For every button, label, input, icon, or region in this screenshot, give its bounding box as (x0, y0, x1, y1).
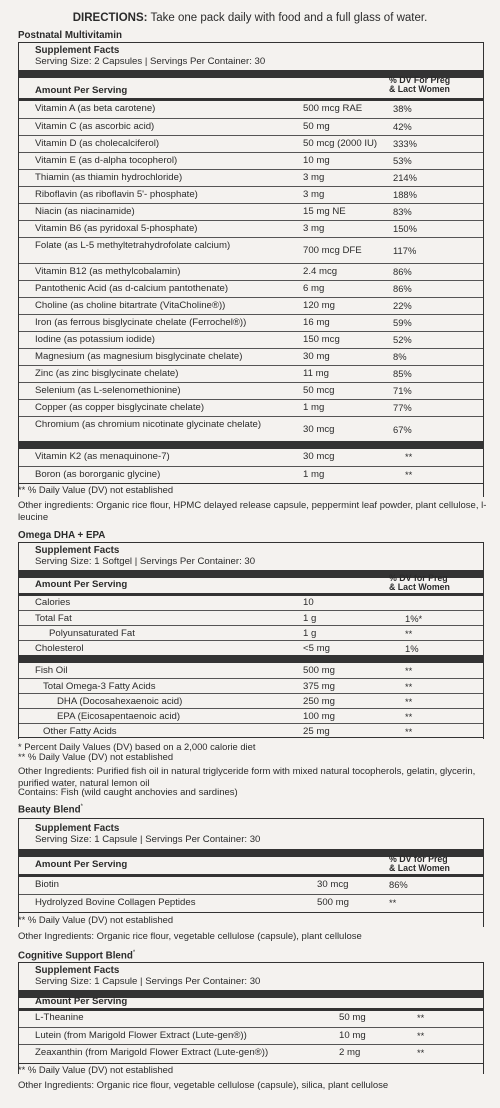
nutrient-amount: 30 mcg (303, 451, 335, 462)
nutrient-name: Zeaxanthin (from Marigold Flower Extract (Lute-gen®)) (35, 1047, 269, 1058)
nutrient-name: Iron (as ferrous bisglycinate chelate (Ferrochel®)) (35, 317, 247, 328)
nutrient-dv: ** (405, 711, 413, 722)
table-row (19, 382, 483, 399)
nutrient-name: Pantothenic Acid (as d-calcium pantothenate) (35, 283, 229, 294)
nutrient-amount: 500 mg (317, 897, 349, 908)
nutrient-dv: ** (405, 726, 413, 737)
multivitamin-facts-panel (18, 42, 484, 497)
table-row (19, 263, 483, 280)
nutrient-dv: ** (417, 1012, 425, 1023)
table-row (19, 152, 483, 169)
nutrient-dv: ** (405, 696, 413, 707)
nutrient-amount: 50 mcg (2000 IU) (303, 138, 378, 149)
nutrient-dv: 86% (389, 879, 408, 890)
nutrient-name: Zinc (as zinc bisglycinate chelate) (35, 368, 179, 379)
nutrient-dv: ** (405, 681, 413, 692)
nutrient-amount: 700 mcg DFE (303, 245, 362, 256)
nutrient-amount: 30 mg (303, 351, 330, 362)
cognitive-title-text: Cognitive Support Blend (18, 950, 133, 962)
omega-title: Omega DHA + EPA (18, 530, 106, 541)
nutrient-amount: 1 mg (303, 469, 325, 480)
nutrient-name: Selenium (as L-selenomethionine) (35, 385, 181, 396)
nutrient-amount: 10 mg (339, 1030, 366, 1041)
nutrient-name: Biotin (35, 879, 59, 890)
nutrient-dv: 117% (393, 245, 417, 256)
nutrient-name: Thiamin (as thiamin hydrochloride) (35, 172, 183, 183)
header-dv-line2: & Lact Women (389, 84, 450, 95)
beauty-other-ingredients: Other Ingredients: Organic rice flour, vegetable cellulose (capsule), plant cellulose (18, 931, 362, 942)
header-dv-line1: % DV For Preg (389, 75, 451, 85)
multivitamin-title: Postnatal Multivitamin (18, 30, 122, 41)
nutrient-amount: 50 mcg (303, 385, 335, 396)
table-row (19, 220, 483, 237)
omega-header-dv (389, 574, 450, 592)
nutrient-name: EPA (Eicosapentaenoic acid) (57, 711, 181, 722)
beauty-title-mark: * (80, 804, 83, 810)
nutrient-name: Copper (as copper bisglycinate chelate) (35, 402, 205, 413)
table-row (19, 203, 483, 220)
nutrient-amount: 2.4 mcg (303, 266, 338, 277)
table-row (19, 169, 483, 186)
nutrient-amount: 50 mg (339, 1012, 366, 1023)
nutrient-name: Niacin (as niacinamide) (35, 206, 135, 217)
beauty-serving: Serving Size: 1 Capsule | Servings Per Container: 30 (35, 834, 261, 845)
cognitive-facts-title: Supplement Facts (35, 965, 120, 976)
nutrient-dv: 67% (393, 424, 412, 435)
nutrient-dv: 22% (393, 300, 412, 311)
nutrient-name: Vitamin D (as cholecalciferol) (35, 138, 160, 149)
nutrient-dv: 1% (405, 643, 419, 654)
nutrient-name: DHA (Docosahexaenoic acid) (57, 696, 183, 707)
beauty-title-text: Beauty Blend (18, 804, 81, 816)
nutrient-name: Vitamin B12 (as methylcobalamin) (35, 266, 181, 277)
table-row (19, 595, 483, 610)
table-row (19, 365, 483, 382)
table-row (19, 1010, 483, 1027)
table-row (19, 625, 483, 640)
directions-label: DIRECTIONS: (72, 12, 148, 24)
nutrient-amount: 10 mg (303, 155, 330, 166)
nutrient-name: Total Fat (35, 613, 72, 624)
nutrient-amount: 50 mg (303, 121, 330, 132)
omega-facts-title: Supplement Facts (35, 545, 120, 556)
nutrient-amount: 1 g (303, 613, 317, 624)
table-row (19, 1044, 483, 1061)
nutrient-amount: 3 mg (303, 223, 325, 234)
divider-thick (19, 655, 483, 663)
beauty-title (18, 804, 83, 816)
table-row (19, 297, 483, 314)
omega-serving: Serving Size: 1 Softgel | Servings Per Container: 30 (35, 556, 256, 567)
nutrient-dv: 214% (393, 172, 417, 183)
omega-header-amount: Amount Per Serving (35, 579, 128, 590)
nutrient-dv: 71% (393, 385, 412, 396)
nutrient-amount: 3 mg (303, 189, 325, 200)
table-row (19, 1027, 483, 1044)
cognitive-title-mark: * (132, 950, 136, 956)
table-row (19, 708, 483, 723)
nutrient-name: Vitamin E (as d-alpha tocopherol) (35, 155, 178, 166)
cognitive-serving: Serving Size: 1 Capsule | Servings Per Container: 30 (35, 976, 261, 987)
nutrient-dv: 38% (393, 103, 412, 114)
omega-facts-panel (18, 542, 484, 739)
nutrient-amount: 1 mg (303, 402, 325, 413)
nutrient-dv: ** (405, 628, 413, 639)
nutrient-amount: 500 mcg RAE (303, 103, 363, 114)
nutrient-amount: 3 mg (303, 172, 325, 183)
nutrient-dv: 53% (393, 155, 412, 166)
nutrient-dv: 52% (393, 334, 412, 345)
nutrient-dv: 77% (393, 402, 412, 413)
header-dv-line2: & Lact Women (389, 863, 450, 874)
beauty-header-dv (389, 855, 450, 873)
table-row (19, 118, 483, 135)
nutrient-name: Polyunsaturated Fat (49, 628, 135, 639)
table-row (19, 399, 483, 416)
nutrient-amount: 100 mg (303, 711, 335, 722)
beauty-facts-title: Supplement Facts (35, 823, 120, 834)
nutrient-name: Folate (as L-5 methyltetrahydrofolate calcium) (35, 240, 231, 251)
nutrient-name: Choline (as choline bitartrate (VitaCholine®)) (35, 300, 226, 311)
nutrient-dv: ** (417, 1047, 425, 1058)
header-dv-line2: & Lact Women (389, 582, 450, 593)
table-row (19, 135, 483, 152)
table-row (19, 348, 483, 365)
table-row (19, 466, 483, 483)
nutrient-dv: 1%* (405, 613, 423, 624)
nutrient-name: Riboflavin (as riboflavin 5'- phosphate) (35, 189, 198, 200)
header-dv-line1: % DV for Preg (389, 854, 448, 864)
multivitamin-footnote: ** % Daily Value (DV) not established (18, 484, 174, 495)
nutrient-amount: 1 g (303, 628, 317, 639)
nutrient-name: Vitamin C (as ascorbic acid) (35, 121, 155, 132)
nutrient-amount: 10 (303, 597, 314, 608)
table-row (19, 101, 483, 118)
table-row (19, 237, 483, 263)
nutrient-name: Vitamin A (as beta carotene) (35, 103, 156, 114)
nutrient-amount: 15 mg NE (303, 206, 346, 217)
nutrient-dv: 8% (393, 351, 407, 362)
table-row (19, 610, 483, 625)
cognitive-header-amount: Amount Per Serving (35, 996, 128, 1007)
nutrient-amount: 30 mcg (317, 879, 349, 890)
nutrient-dv: 59% (393, 317, 412, 328)
nutrient-dv: 86% (393, 283, 412, 294)
cognitive-other-ingredients: Other Ingredients: Organic rice flour, vegetable cellulose (capsule), silica, plant cellulose (18, 1080, 389, 1091)
divider-thick (19, 441, 483, 449)
nutrient-amount: 2 mg (339, 1047, 361, 1058)
nutrient-amount: 375 mg (303, 681, 335, 692)
beauty-facts-panel (18, 818, 484, 927)
nutrient-amount: 16 mg (303, 317, 330, 328)
nutrient-name: Total Omega-3 Fatty Acids (43, 681, 156, 692)
table-row (19, 894, 483, 911)
omega-contains: Contains: Fish (wild caught anchovies and sardines) (18, 787, 238, 798)
directions (0, 12, 500, 26)
cognitive-footnote: ** % Daily Value (DV) not established (18, 1064, 174, 1075)
table-row (19, 449, 483, 466)
nutrient-dv: ** (405, 469, 413, 480)
nutrient-name: Magnesium (as magnesium bisglycinate chelate) (35, 351, 243, 362)
table-row (19, 186, 483, 203)
omega-footnote-1: * Percent Daily Values (DV) based on a 2,000 calorie diet (18, 741, 256, 752)
nutrient-dv: ** (405, 451, 413, 462)
nutrient-amount: 120 mg (303, 300, 335, 311)
table-row (19, 663, 483, 678)
nutrient-name: Calories (35, 597, 71, 608)
nutrient-dv: ** (389, 897, 397, 908)
nutrient-name: Fish Oil (35, 665, 68, 676)
nutrient-name: Cholesterol (35, 643, 84, 654)
header-dv-line1: % DV for Preg (389, 573, 448, 583)
multivitamin-header-dv (389, 76, 450, 94)
table-row (19, 723, 483, 738)
table-row (19, 693, 483, 708)
table-row (19, 640, 483, 655)
beauty-header-amount: Amount Per Serving (35, 859, 128, 870)
nutrient-amount: 150 mcg (303, 334, 340, 345)
nutrient-name: Boron (as bororganic glycine) (35, 469, 161, 480)
nutrient-amount: 250 mg (303, 696, 335, 707)
nutrient-dv: 83% (393, 206, 412, 217)
divider (19, 912, 483, 913)
nutrient-name: Vitamin K2 (as menaquinone-7) (35, 451, 170, 462)
table-row (19, 280, 483, 297)
nutrient-name: Other Fatty Acids (43, 726, 117, 737)
nutrient-name: Lutein (from Marigold Flower Extract (Lute-gen®)) (35, 1030, 247, 1041)
nutrient-amount: 30 mcg (303, 424, 335, 435)
beauty-footnote: ** % Daily Value (DV) not established (18, 914, 174, 925)
table-row (19, 877, 483, 894)
multivitamin-other-ingredients: Other ingredients: Organic rice flour, HPMC delayed release capsule, peppermint leaf powder, plant cellulose, l-leucine (18, 500, 487, 523)
table-row (19, 416, 483, 442)
table-row (19, 331, 483, 348)
nutrient-name: Hydrolyzed Bovine Collagen Peptides (35, 897, 196, 908)
nutrient-dv: ** (405, 665, 413, 676)
nutrient-name: Vitamin B6 (as pyridoxal 5-phosphate) (35, 223, 198, 234)
nutrient-dv: 86% (393, 266, 412, 277)
nutrient-dv: 85% (393, 368, 412, 379)
table-row (19, 678, 483, 693)
multivitamin-facts-title: Supplement Facts (35, 45, 120, 56)
nutrient-amount: 500 mg (303, 665, 335, 676)
nutrient-name: Chromium (as chromium nicotinate glycinate chelate) (35, 419, 262, 430)
nutrient-amount: 25 mg (303, 726, 330, 737)
nutrient-dv: 42% (393, 121, 412, 132)
multivitamin-header-amount: Amount Per Serving (35, 85, 128, 96)
cognitive-facts-panel (18, 962, 484, 1074)
nutrient-dv: 150% (393, 223, 417, 234)
directions-text: Take one pack daily with food and a full glass of water. (150, 12, 428, 24)
nutrient-name: L-Theanine (35, 1012, 84, 1023)
divider (19, 737, 483, 738)
nutrient-dv: 333% (393, 138, 417, 149)
omega-other-ingredients: Other Ingredients: Purified fish oil in natural triglyceride form with mixed natural tocopherols, gelatin, glycerin, purified water, natural lemon oil (18, 766, 476, 789)
omega-footnote-2: ** % Daily Value (DV) not established (18, 751, 174, 762)
multivitamin-serving: Serving Size: 2 Capsules | Servings Per Container: 30 (35, 56, 266, 67)
cognitive-title (18, 950, 135, 962)
nutrient-amount: 6 mg (303, 283, 325, 294)
nutrient-amount: <5 mg (303, 643, 330, 654)
nutrient-name: Iodine (as potassium iodide) (35, 334, 155, 345)
table-row (19, 314, 483, 331)
nutrient-amount: 11 mg (303, 368, 329, 379)
nutrient-dv: ** (417, 1030, 425, 1041)
nutrient-dv: 188% (393, 189, 417, 200)
